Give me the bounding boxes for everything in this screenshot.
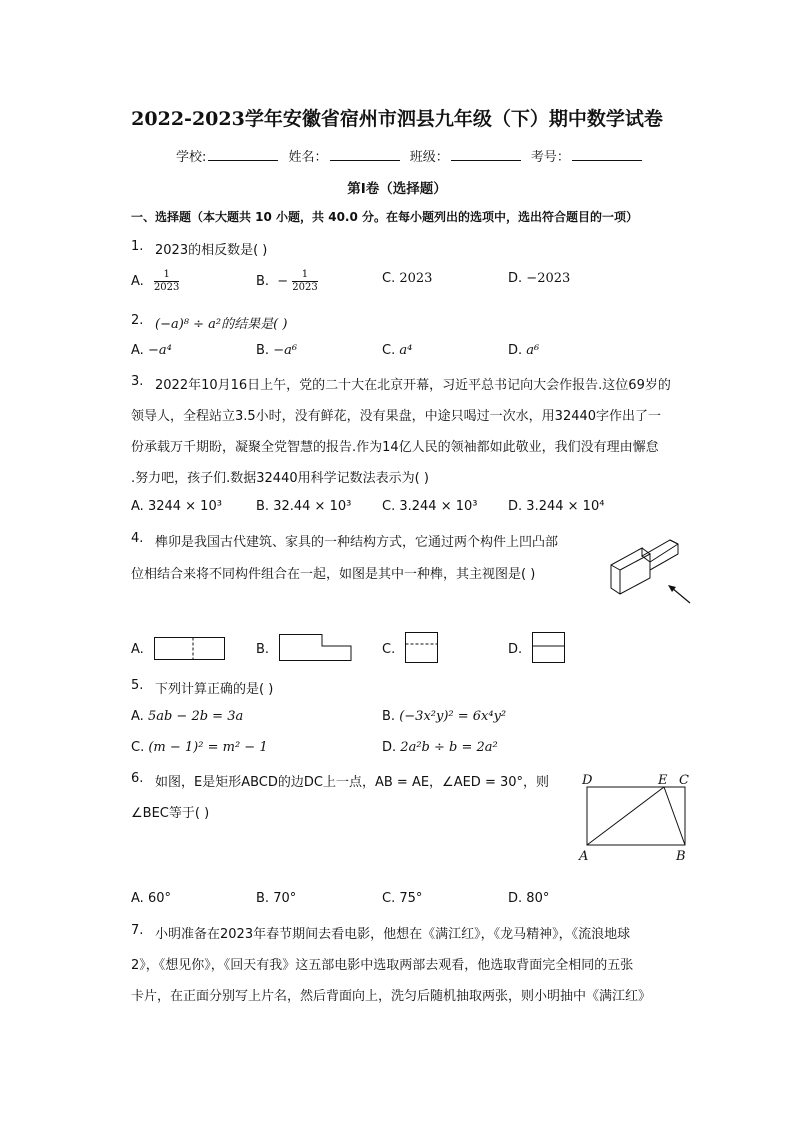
option-text: a⁶ bbox=[526, 343, 540, 358]
option-text: 2a²b ÷ b = 2a² bbox=[400, 740, 498, 755]
exam-no-blank bbox=[572, 148, 642, 161]
question-5-number: 5. bbox=[131, 678, 144, 693]
student-info-line bbox=[176, 146, 648, 165]
point-label-c: C bbox=[679, 773, 689, 788]
option-text: 5ab − 2b = 3a bbox=[147, 709, 244, 724]
option-text: (m − 1)² = m² − 1 bbox=[148, 740, 268, 755]
q1-a-fraction bbox=[154, 269, 179, 294]
q4-option-c-figure bbox=[405, 632, 439, 664]
minus-sign: − bbox=[277, 274, 289, 289]
option-text: 3.244 × 10³ bbox=[399, 499, 478, 514]
q4-option-b-label: B. bbox=[256, 642, 270, 657]
option-label: C. bbox=[382, 499, 396, 514]
frac-numerator: 1 bbox=[154, 269, 179, 282]
q5-option-d bbox=[382, 740, 498, 755]
q3-option-a bbox=[131, 499, 222, 514]
question-3-line-1: 2022年10月16日上午，党的二十大在北京开幕，习近平总书记向大会作报告.这位69岁的 bbox=[155, 378, 671, 393]
q2-option-a bbox=[131, 343, 172, 358]
q1-b-fraction bbox=[292, 269, 317, 294]
q1-option-b bbox=[256, 269, 318, 294]
option-text: −a⁴ bbox=[147, 343, 172, 358]
option-text: (−3x²y)² = 6x⁴y² bbox=[399, 709, 507, 724]
view-direction-arrow bbox=[668, 585, 690, 603]
question-1-text: 2023的相反数是( ) bbox=[155, 243, 268, 258]
option-text: 70° bbox=[273, 891, 297, 906]
q1-option-a bbox=[131, 269, 179, 294]
option-text: 80° bbox=[526, 891, 550, 906]
option-label: C. bbox=[382, 271, 396, 286]
question-4-number: 4. bbox=[131, 531, 144, 546]
point-label-e: E bbox=[658, 773, 668, 788]
exam-title: 2022-2023学年安徽省宿州市泗县九年级（下）期中数学试卷 bbox=[131, 108, 663, 130]
option-label: A. bbox=[131, 499, 144, 514]
q6-option-b bbox=[256, 891, 296, 906]
option-label: C. bbox=[131, 740, 145, 755]
question-7-line-2: 2》，《想见你》，《回天有我》这五部电影中选取两部去观看，他选取背面完全相同的五张 bbox=[131, 958, 634, 973]
question-3-number: 3. bbox=[131, 374, 144, 389]
question-3-line-3: 份承载万千期盼，凝聚全党智慧的报告.作为14亿人民的领袖都如此敬业，我们没有理由懈怠 bbox=[131, 440, 659, 455]
frac-denominator: 2023 bbox=[153, 282, 180, 293]
q6-option-a bbox=[131, 891, 171, 906]
frac-numerator: 1 bbox=[292, 269, 317, 282]
q1-option-d bbox=[508, 271, 570, 286]
question-6-line-2: ∠BEC等于( ) bbox=[131, 806, 210, 821]
q5-option-a bbox=[131, 709, 243, 724]
question-6-number: 6. bbox=[131, 771, 144, 786]
q4-option-c-label: C. bbox=[382, 642, 396, 657]
option-label: D. bbox=[508, 891, 523, 906]
question-6-line-1: 如图，E是矩形ABCD的边DC上一点，AB = AE，∠AED = 30°，则 bbox=[155, 775, 550, 790]
question-1-number: 1. bbox=[131, 239, 144, 254]
q6-option-d bbox=[508, 891, 549, 906]
option-label: B. bbox=[256, 891, 270, 906]
question-7-number: 7. bbox=[131, 923, 144, 938]
q4-option-a-figure bbox=[154, 636, 226, 662]
option-label: D. bbox=[508, 499, 523, 514]
option-label: A. bbox=[131, 891, 144, 906]
q4-option-a-label: A. bbox=[131, 642, 144, 657]
question-3-line-2: 领导人，全程站立3.5小时，没有鲜花，没有果盘，中途只喝过一次水，用32440字作出了一 bbox=[131, 409, 662, 424]
q3-option-b bbox=[256, 499, 351, 514]
q5-option-b bbox=[382, 709, 506, 724]
exam-no-label: 考号： bbox=[530, 150, 570, 165]
tenon-3d-figure bbox=[606, 530, 696, 608]
q2-option-d bbox=[508, 343, 539, 358]
section-instructions: 一、选择题（本大题共 10 小题，共 40.0 分。在每小题列出的选项中，选出符合题目的一项） bbox=[131, 210, 639, 224]
name-blank bbox=[330, 148, 400, 161]
option-text: 75° bbox=[399, 891, 423, 906]
option-text: −2023 bbox=[526, 271, 571, 286]
option-text: a⁴ bbox=[399, 343, 413, 358]
question-5-text: 下列计算正确的是( ) bbox=[155, 682, 274, 697]
question-2-text: (−a)⁸ ÷ a²的结果是( ) bbox=[155, 317, 288, 332]
class-blank bbox=[451, 148, 521, 161]
question-7-line-3: 卡片，在正面分别写上片名，然后背面向上，洗匀后随机抽取两张，则小明抽中《满江红》 bbox=[131, 989, 652, 1004]
option-label: B. bbox=[256, 499, 270, 514]
option-text: 2023 bbox=[399, 271, 433, 286]
section-title: 第I卷（选择题） bbox=[347, 181, 447, 197]
question-4-line-1: 榫卯是我国古代建筑、家具的一种结构方式，它通过两个构件上凹凸部 bbox=[155, 535, 559, 550]
point-label-b: B bbox=[676, 849, 686, 864]
q4-option-d-figure bbox=[532, 632, 566, 664]
q2-option-b bbox=[256, 343, 297, 358]
option-label: D. bbox=[508, 343, 523, 358]
option-text: 60° bbox=[147, 891, 171, 906]
option-label: D. bbox=[508, 271, 523, 286]
q3-option-d bbox=[508, 499, 604, 514]
q4-option-b-figure bbox=[279, 634, 353, 662]
option-text: 3244 × 10³ bbox=[147, 499, 222, 514]
q2-option-c bbox=[382, 343, 412, 358]
option-label: B. bbox=[382, 709, 396, 724]
option-label: A. bbox=[131, 709, 144, 724]
q3-option-c bbox=[382, 499, 478, 514]
question-7-line-1: 小明准备在2023年春节期间去看电影，他想在《满江红》，《龙马精神》，《流浪地球 bbox=[155, 927, 631, 942]
frac-denominator: 2023 bbox=[292, 282, 318, 293]
school-label: 学校: bbox=[176, 150, 207, 165]
question-3-line-4: .努力吧，孩子们.数据32440用科学记数法表示为( ) bbox=[131, 471, 429, 486]
option-text: 3.244 × 10⁴ bbox=[526, 499, 605, 514]
q5-option-c bbox=[131, 740, 268, 755]
option-text: 32.44 × 10³ bbox=[273, 499, 352, 514]
question-2-number: 2. bbox=[131, 313, 144, 328]
point-label-d: D bbox=[582, 773, 593, 788]
option-label: A. bbox=[131, 343, 144, 358]
option-text: −a⁶ bbox=[273, 343, 298, 358]
option-label: B. bbox=[256, 343, 270, 358]
option-label: D. bbox=[382, 740, 397, 755]
question-4-line-2: 位相结合来将不同构件组合在一起，如图是其中一种榫，其主视图是( ) bbox=[131, 567, 536, 582]
class-label: 班级： bbox=[409, 150, 449, 165]
school-blank bbox=[208, 148, 278, 161]
q4-option-d-label: D. bbox=[508, 642, 523, 657]
option-label: A. bbox=[131, 274, 144, 289]
point-label-a: A bbox=[579, 849, 589, 864]
rectangle-abcd-figure bbox=[576, 768, 696, 864]
option-label: C. bbox=[382, 343, 396, 358]
q6-option-c bbox=[382, 891, 422, 906]
name-label: 姓名： bbox=[288, 150, 328, 165]
option-label: B. bbox=[256, 274, 270, 289]
q1-option-c bbox=[382, 271, 432, 286]
option-label: C. bbox=[382, 891, 396, 906]
